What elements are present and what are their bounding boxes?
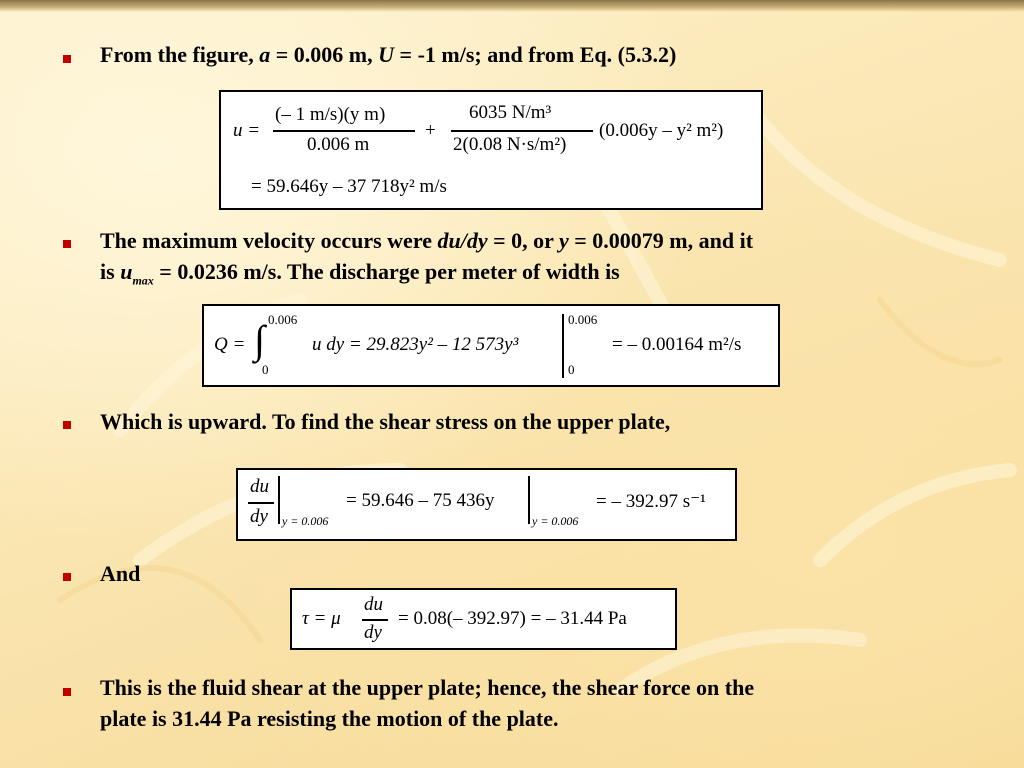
- eq1-denominator-1: 0.006 m: [307, 134, 370, 155]
- bullet-marker: [63, 573, 71, 581]
- equation-discharge: [202, 304, 780, 387]
- equation-velocity-profile: [219, 90, 763, 210]
- bullet-2-mid: = 0, or: [487, 228, 559, 253]
- eq3-subscript-1: y = 0.006: [282, 514, 329, 528]
- eq4-rhs: = 0.08(– 392.97) = – 31.44 Pa: [398, 608, 627, 629]
- bullet-1-text: [100, 39, 676, 70]
- eq4-numerator: du: [364, 594, 383, 615]
- eq2-lower-limit: 0: [262, 362, 269, 377]
- bullet-marker: [63, 55, 71, 63]
- eq1-numerator-2: 6035 N/m³: [469, 102, 552, 123]
- bullet-marker: [63, 421, 71, 429]
- eq4-lhs: τ = μ: [302, 608, 341, 629]
- a-value: = 0.006 m,: [270, 42, 379, 67]
- eq2-upper-limit: 0.006: [268, 312, 298, 327]
- U-value: = -1 m/s; and from Eq. (5.3.2): [394, 42, 677, 67]
- equation-velocity-gradient: [236, 468, 737, 541]
- bullet-2-line-2-lead: is: [100, 259, 121, 284]
- eq2-eval-upper: 0.006: [568, 312, 598, 327]
- eq2-evaluation-bar: [562, 314, 564, 378]
- eq3-evaluation-bar-1: [278, 476, 280, 524]
- eq4-fraction-bar: [362, 619, 388, 621]
- du-dy-symbol: du/dy: [437, 228, 488, 253]
- eq3-rhs: = – 392.97 s⁻¹: [596, 491, 706, 512]
- bullet-marker: [63, 240, 71, 248]
- eq3-evaluation-bar-2: [528, 476, 530, 524]
- eq1-denominator-2: 2(0.08 N·s/m²): [453, 134, 567, 155]
- eq3-fraction-bar: [248, 502, 274, 504]
- eq2-eval-lower: 0: [568, 362, 575, 377]
- eq3-denominator: dy: [250, 506, 268, 527]
- bullet-2-line-2-tail: = 0.0236 m/s. The discharge per meter of width is: [153, 259, 620, 284]
- symbol-y: y: [559, 228, 569, 253]
- bullet-2-line-1: [100, 225, 753, 256]
- equation-shear-stress: [290, 588, 677, 650]
- eq1-lhs: u =: [233, 120, 261, 141]
- eq2-body: u dy = 29.823y² – 12 573y³: [312, 334, 519, 355]
- eq1-numerator-1: (– 1 m/s)(y m): [275, 104, 386, 125]
- eq1-result: = 59.646y – 37 718y² m/s: [251, 176, 447, 197]
- eq1-plus: +: [425, 120, 436, 141]
- eq1-fraction-bar-1: [273, 130, 415, 132]
- symbol-a: a: [259, 42, 271, 67]
- eq2-integral-sign: ∫: [254, 317, 265, 362]
- eq3-numerator: du: [250, 476, 269, 497]
- eq4-denominator: dy: [364, 622, 382, 643]
- eq1-fraction-bar-2: [451, 130, 593, 132]
- eq1-tail: (0.006y – y² m²): [599, 120, 724, 141]
- eq2-rhs: = – 0.00164 m²/s: [612, 334, 742, 355]
- bullet-4-text: And: [100, 561, 141, 586]
- bullet-5-line-2: plate is 31.44 Pa resisting the motion of the plate.: [100, 706, 559, 731]
- bullet-5-line-1: This is the fluid shear at the upper plate; hence, the shear force on the: [100, 675, 755, 700]
- bullet-5-text: [100, 672, 754, 734]
- bullet-marker: [63, 688, 71, 696]
- bullet-2-line-2: [100, 256, 753, 296]
- u-subscript-max: max: [132, 273, 154, 288]
- bullet-2-lead: The maximum velocity occurs were: [100, 228, 438, 253]
- symbol-U: U: [378, 42, 395, 67]
- bullet-3-text: Which is upward. To find the shear stress on the upper plate,: [100, 409, 671, 434]
- bullet-2-text: [100, 225, 753, 296]
- eq3-subscript-2: y = 0.006: [532, 514, 579, 528]
- bullet-1-lead: From the figure,: [100, 42, 260, 67]
- eq3-middle: = 59.646 – 75 436y: [346, 490, 495, 511]
- eq2-lhs: Q =: [214, 334, 246, 355]
- bullet-2-line-1-tail: = 0.00079 m, and it: [568, 228, 754, 253]
- symbol-u: u: [120, 259, 133, 284]
